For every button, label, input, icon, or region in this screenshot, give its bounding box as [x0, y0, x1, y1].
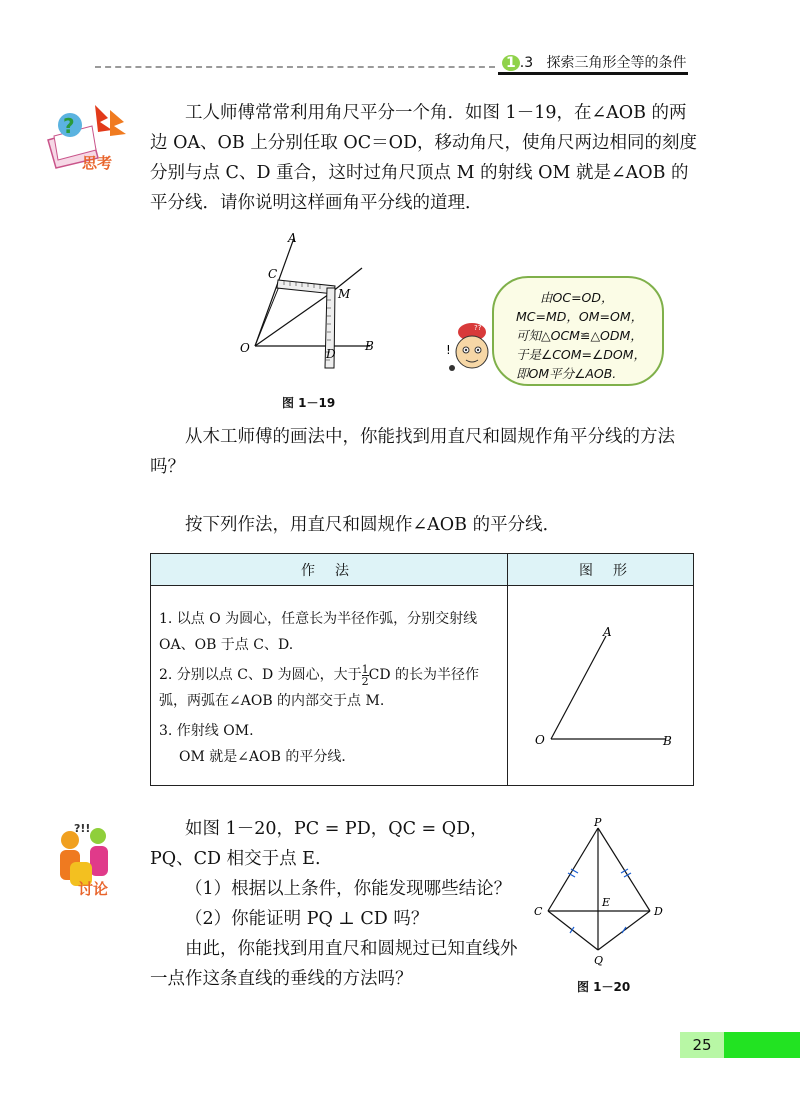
bubble-line-3: 可知△OCM≌△ODM，: [516, 328, 643, 343]
construction-steps: [159, 606, 501, 770]
table-header-figure: 图形: [579, 563, 647, 579]
fig19-label-d: D: [326, 347, 336, 361]
fig19-label-a: A: [288, 231, 297, 245]
svg-text:!: !: [446, 343, 451, 357]
discuss-closing: 由此，你能找到用直尺和圆规过已知直线外一点作这条直线的垂线的方法吗？: [150, 939, 518, 989]
discuss-q1: （1）根据以上条件，你能发现哪些结论？: [185, 879, 512, 899]
page-number: 25: [680, 1032, 724, 1058]
question-paragraph: 从木工师傅的画法中，你能找到用直尺和圆规作角平分线的方法吗？: [150, 427, 675, 477]
construction-table: [150, 553, 694, 786]
figure-1-20-caption: 图 1－20: [577, 980, 631, 994]
table-fig-label-a: A: [603, 625, 612, 639]
explanation-bubble: [492, 276, 664, 386]
fig19-label-o: O: [240, 341, 250, 355]
fig20-label-p: P: [594, 816, 602, 829]
step-conclusion: OM 就是∠AOB 的平分线．: [179, 749, 356, 765]
fraction-one-half: [362, 664, 369, 687]
table-header-method: 作法: [301, 563, 369, 579]
step-3: 3. 作射线 OM.: [159, 723, 254, 739]
fraction-numerator: 1: [361, 662, 369, 676]
discuss-block: [150, 814, 522, 994]
fig20-label-q: Q: [594, 954, 604, 967]
bubble-line-2: MC=MD，OM=OM，: [516, 309, 644, 324]
discuss-intro: 如图 1－20，PC = PD，QC = QD，PQ、CD 相交于点 E.: [150, 819, 488, 869]
discuss-label: 讨论: [78, 880, 109, 898]
thinking-character-icon: [440, 318, 500, 378]
section-title: 探索三角形全等的条件: [546, 55, 687, 71]
fig20-label-d: D: [654, 905, 663, 918]
discuss-icon-marks: ?!!: [74, 822, 91, 835]
svg-text:??: ??: [474, 324, 482, 332]
fig19-label-m: M: [338, 287, 351, 301]
think-paragraph: 工人师傅常常利用角尺平分一个角．如图 1－19，在∠AOB 的两边 OA、OB 上分别任取 OC＝OD，移动角尺，使角尺两边相同的刻度分别与点 C、D 重合，这时过角尺顶点 M 的射线 OM 就是∠AOB 的平分线．请你说明这样画角平分线的道理．: [150, 103, 697, 213]
fig19-label-c: C: [268, 267, 278, 281]
svg-text:?: ?: [63, 114, 75, 138]
running-header: [502, 52, 686, 72]
table-fig-label-o: O: [535, 733, 545, 747]
step-1: 1. 以点 O 为圆心，任意长为半径作弧，分别交射线 OA、OB 于点 C、D.: [159, 611, 478, 653]
header-dashed-rule: [95, 66, 495, 68]
table-fig-label-b: B: [663, 734, 672, 748]
figure-1-20: [528, 816, 678, 968]
section-number-badge: 1: [502, 55, 520, 71]
bubble-line-1: 由OC=OD，: [540, 290, 614, 305]
step-2-post: CD 的长为半径作弧，两弧在∠AOB 的内部交于点 M.: [159, 667, 480, 709]
bubble-line-4: 于是∠COM=∠DOM，: [516, 347, 646, 362]
fig20-label-e: E: [602, 896, 611, 909]
table-angle-figure: [521, 624, 691, 754]
discuss-q2: （2）你能证明 PQ ⊥ CD 吗？: [185, 909, 429, 929]
section-number-suffix: .3: [519, 55, 534, 71]
step-2: [159, 662, 501, 714]
think-label: 思考: [82, 154, 113, 172]
instruction-text: 按下列作法，用直尺和圆规作∠AOB 的平分线．: [185, 515, 561, 535]
step-2-pre: 2. 分别以点 C、D 为圆心，大于: [159, 667, 362, 683]
fig19-label-b: B: [365, 339, 374, 353]
figure-1-19-caption: 图 1－19: [282, 396, 336, 410]
table-column-divider: [507, 554, 508, 785]
header-solid-rule: [498, 72, 688, 75]
bubble-line-5: 即OM平分∠AOB.: [516, 366, 617, 381]
fraction-denominator: 2: [361, 674, 369, 688]
fig20-label-c: C: [534, 905, 543, 918]
figure-1-19: [230, 228, 390, 378]
